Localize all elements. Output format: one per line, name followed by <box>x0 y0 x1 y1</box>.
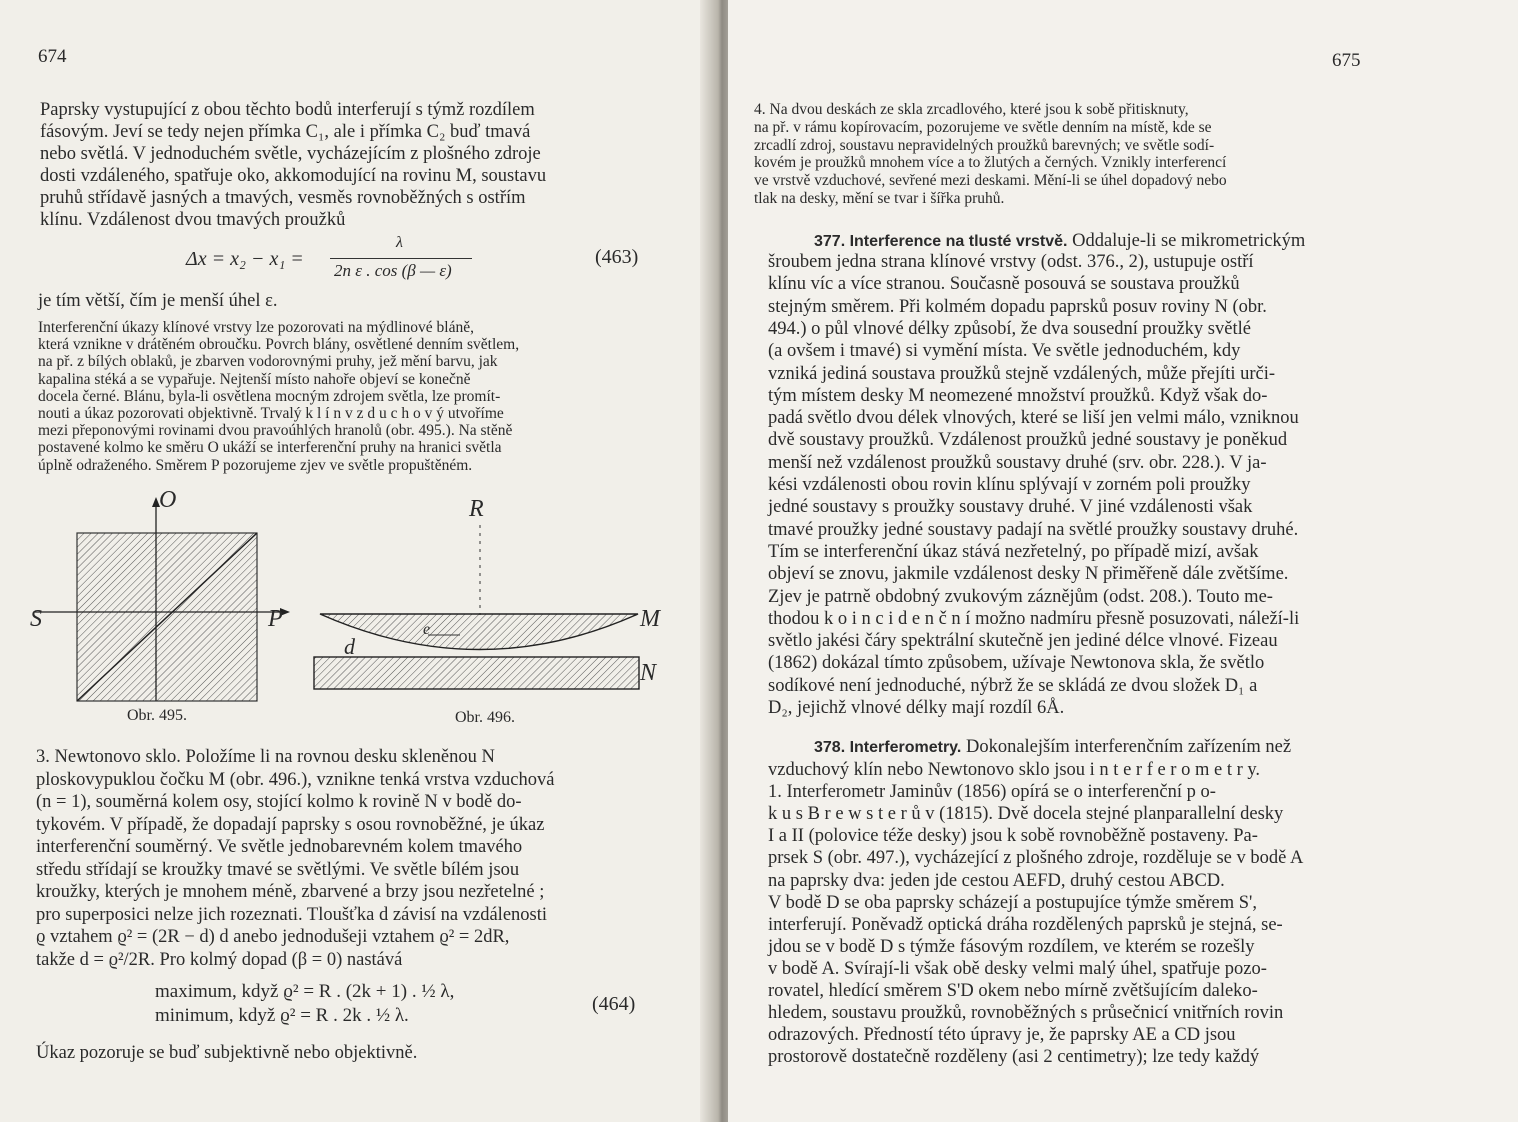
text-line: dvě soustavy proužků. Vzdálenost proužků jedné soustavy je poněkud <box>768 430 1288 451</box>
label-n: N <box>640 660 657 686</box>
label-p: P <box>268 606 283 632</box>
text-line: ϱ vztahem ϱ² = (2R − d) d anebo jednodušeji vztahem ϱ² = 2dR, <box>36 927 510 947</box>
equation-464-line2: minimum, když ϱ² = R . 2k . ½ λ. <box>155 1005 409 1026</box>
text-line: objeví se znovu, jakmile vzdálenost desky N přiměřeně dále zvětšíme. <box>768 564 1289 585</box>
text-line: nouti a úkaz pozorovati objektivně. Trvalý k l í n v z d u c h o v ý utvoříme <box>38 405 504 422</box>
text-line: postavené kolmo ke směru O ukáží se interferenční pruhy na hranici světla <box>38 439 502 457</box>
section-377-heading: 377. Interference na tlusté vrstvě. <box>814 233 1068 250</box>
text-line: V bodě D se oba paprsky scházejí a postupujíce týmže směrem S', <box>768 892 1258 913</box>
text-line: Tím se interferenční úkaz stává nezřetelný, po případě mizí, avšak <box>768 541 1259 562</box>
section-378-first-text: Dokonalejším interferenčním zařízením než <box>965 737 1292 757</box>
equation-464-line1: maximum, když ϱ² = R . (2k + 1) . ½ λ, <box>155 981 455 1002</box>
label-o: O <box>159 487 177 513</box>
text-line: tykovém. V případě, že dopadají paprsky s osou rovnoběžné, je úkaz <box>36 814 545 835</box>
text-line: hledem, soustavu proužků, rovnoběžných s průsečnicí vnitřních rovin <box>768 1003 1284 1024</box>
text-line: 4. Na dvou deskách ze skla zrcadlového, které jsou k sobě přitisknuty, <box>754 101 1189 118</box>
text-line: stejným směrem. Při kolmém dopadu paprsků posuv roviny N (obr. <box>768 296 1267 317</box>
text-line: Zjev je patrně obdobný zvukovým záznějům (odst. 208.). Touto me- <box>768 586 1273 607</box>
text-line: (a ovšem i tmavé) si vymění místa. Ve světle jednoduchém, kdy <box>768 341 1241 362</box>
text-line: vzduchový klín nebo Newtonovo sklo jsou i n t e r f e r o m e t r y. <box>768 760 1261 780</box>
text-line: středu střídají se kroužky tmavé se světlými. Ve světle bílém jsou <box>36 859 520 880</box>
text-line: v bodě A. Svírají-li však obě desky velmi malý úhel, spatřuje pozo- <box>768 958 1267 979</box>
text-line: rovatel, hledící směrem S'D okem nebo mírně zvětšujícím daleko- <box>768 981 1258 1001</box>
text-line: tým místem desky M neomezené množství proužků. Když však do- <box>768 385 1268 406</box>
text-line: (1862) dokázal tímto způsobem, užívaje Newtonova skla, že světlo <box>768 653 1265 674</box>
text-line: kapalina stéká a se vypařuje. Nejtenší místo nahoře objeví se konečně <box>38 370 471 388</box>
left-page <box>0 0 712 1122</box>
text-line: 3. Newtonovo sklo. Položíme li na rovnou desku skleněnou N <box>36 747 495 767</box>
text-line: na př. v rámu kopírovacím, pozorujeme ve světle denním na místě, kde se <box>754 118 1212 136</box>
text-line: interferují. Poněvadž optická dráha rozdělených paprsků je stejná, se- <box>768 914 1283 935</box>
text-line: ve vrstvě vzduchové, sevřené mezi deskami. Mění-li se úhel dopadový nebo <box>754 172 1227 190</box>
text-line: Interferenční úkazy klínové vrstvy lze pozorovati na mýdlinové bláně, <box>38 319 474 336</box>
text-line: na př. z bílých oblaků, je zbarven vodorovnými pruhy, jež mění barvu, jak <box>38 353 498 371</box>
caption-495: Obr. 495. <box>127 707 187 724</box>
label-s: S <box>30 606 42 632</box>
section-377-heading-line <box>814 231 1305 252</box>
text-line: dosti vzdáleného, spatřuje oko, akkomodující na rovinu M, soustavu <box>40 166 547 186</box>
text-line: pruhů střídavě jasných a tmavých, vesměs rovnoběžných s ostřím <box>40 188 526 208</box>
equation-463-numerator: λ <box>396 234 403 251</box>
figure-496 <box>308 495 653 710</box>
equation-463-denominator: 2n ε . cos (β — ε) <box>334 261 452 280</box>
fraction-bar <box>330 258 472 259</box>
text-line: tmavé proužky jedné soustavy padají na světlé proužky soustavy druhé. <box>768 519 1299 540</box>
text-line: odrazových. Předností této úpravy je, že paprsky AE a CD jsou <box>768 1025 1236 1046</box>
text-line: 1. Interferometr Jaminův (1856) opírá se o interferenční p o- <box>768 782 1216 803</box>
text-line: jedné soustavy s proužky soustavy druhé. V jiné vzdálenosti však <box>768 497 1253 518</box>
text-line: zrcadlí zdroj, soustavu nepravidelných proužků barevných; ve světle sodí- <box>754 136 1215 154</box>
text-line: k u s B r e w s t e r ů v (1815). Dvě docela stejné planparallelní desky <box>768 804 1284 825</box>
text-line: sodíkové není jednoduché, nýbrž že se skládá ze dvou složek D₁ a <box>768 675 1258 696</box>
text-line: I a II (polovice téže desky) jsou k sobě rovnoběžně postaveny. Pa- <box>768 826 1258 847</box>
text-line: která vznikne v drátěném obroučku. Povrch blány, osvětlené denním světlem, <box>38 336 520 354</box>
lens-m <box>320 614 638 650</box>
text-line: padá světlo dvou délek vlnových, které se liší jen velmi málo, vzniknou <box>768 408 1299 429</box>
section-378-heading: 378. Interferometry. <box>814 739 962 756</box>
text-line: kési vzdálenosti obou rovin klínu splývají v zorném poli proužky <box>768 475 1251 495</box>
page-number-left: 674 <box>38 46 67 67</box>
text-line: mezi přeponovými rovinami dvou pravoúhlých hranolů (obr. 495.). Na stěně <box>38 422 513 440</box>
text-line: D₂, jejichž vlnové délky mají rozdíl 6Å. <box>768 698 1065 718</box>
section-378-heading-line <box>814 737 1291 758</box>
label-r: R <box>469 496 484 522</box>
text-line: nebo světlá. V jednoduchém světle, vycházejícím z plošného zdroje <box>40 144 541 164</box>
text-line: jdou se v bodě D s týmže fásovým rozdílem, ve kterém se rozešly <box>768 936 1255 957</box>
text-line: tlak na desky, mění se tvar i šířka pruhů. <box>754 190 1005 207</box>
page-number-right: 675 <box>1332 50 1361 71</box>
text-line: světlo jakési čáry spektrální skutečně jen jediné délce vlnové. Fizeau <box>768 631 1278 652</box>
equation-463-number: (463) <box>595 246 639 268</box>
text-line: klínu. Vzdálenost dvou tmavých proužků <box>40 210 346 230</box>
text-line: kroužky, kterých je mnohem méně, zbarvené a brzy jsou nezřetelné ; <box>36 882 545 902</box>
label-m: M <box>640 606 660 632</box>
text-line: šroubem jedna strana klínové vrstvy (odst. 376., 2), ustupuje ostří <box>768 252 1254 272</box>
text-line: menší než vzdálenost proužků soustavy druhé (srv. obr. 228.). V ja- <box>768 452 1267 473</box>
text-line: docela černé. Blánu, byla-li osvětlena mocným zdrojem světla, lze promít- <box>38 387 501 405</box>
text-line: takže d = ϱ²/2R. Pro kolmý dopad (β = 0) nastává <box>36 949 403 970</box>
label-e: e <box>423 621 431 638</box>
caption-496: Obr. 496. <box>455 709 515 726</box>
sentence-after-equation: je tím větší, čím je menší úhel ε. <box>38 291 278 311</box>
right-page <box>728 0 1518 1122</box>
text-line: fásovým. Jeví se tedy nejen přímka C₁, ale i přímka C₂ buď tmavá <box>40 122 531 142</box>
text-line: úplně odraženého. Směrem P pozorujeme zjev ve světle propuštěném. <box>38 456 473 474</box>
text-line: prostorově dostatečně rozděleny (asi 2 centimetry); lze tedy každý <box>768 1047 1260 1068</box>
text-line: thodou k o i n c i d e n č n í možno nadmíru přesně posuzovati, náleží-li <box>768 608 1300 629</box>
text-line: pro superposici nelze jich rozeznati. Tloušťka d závisí na vzdálenosti <box>36 904 548 925</box>
text-line: interferenční souměrný. Ve světle jednobarevném kolem tmavého <box>36 837 523 857</box>
text-line: kovém je proužků mnohem více a to žlutých a černých. Vznikly interferencí <box>754 154 1227 172</box>
text-line: 494.) o půl vlnové délky způsobí, že dva sousední proužky světlé <box>768 318 1251 339</box>
text-line: prsek S (obr. 497.), vycházející z plošného zdroje, rozděluje se v bodě A <box>768 848 1304 869</box>
text-line: Paprsky vystupující z obou těchto bodů interferují s týmž rozdílem <box>40 100 535 120</box>
text-line: (n = 1), souměrná kolem osy, stojící kolmo k rovině N v bodě do- <box>36 792 522 812</box>
last-line-left: Úkaz pozoruje se buď subjektivně nebo objektivně. <box>36 1043 418 1063</box>
text-line: ploskovypuklou čočku M (obr. 496.), vznikne tenká vrstva vzduchová <box>36 769 555 790</box>
section-377-first-text: Oddaluje-li se mikrometrickým <box>1072 231 1306 251</box>
text-line: na paprsky dva: jeden jde cestou AEFD, druhý cestou ABCD. <box>768 870 1225 891</box>
plate-n <box>314 657 639 689</box>
equation-463-lhs: Δx = x₂ − x₁ = <box>186 248 304 270</box>
text-line: vzniká jediná soustava proužků stejně vzdálených, může přejíti urči- <box>768 363 1276 384</box>
equation-464-number: (464) <box>592 993 636 1015</box>
text-line: klínu víc a více stranou. Současně posouvá se soustava proužků <box>768 274 1240 295</box>
label-d: d <box>344 634 355 659</box>
